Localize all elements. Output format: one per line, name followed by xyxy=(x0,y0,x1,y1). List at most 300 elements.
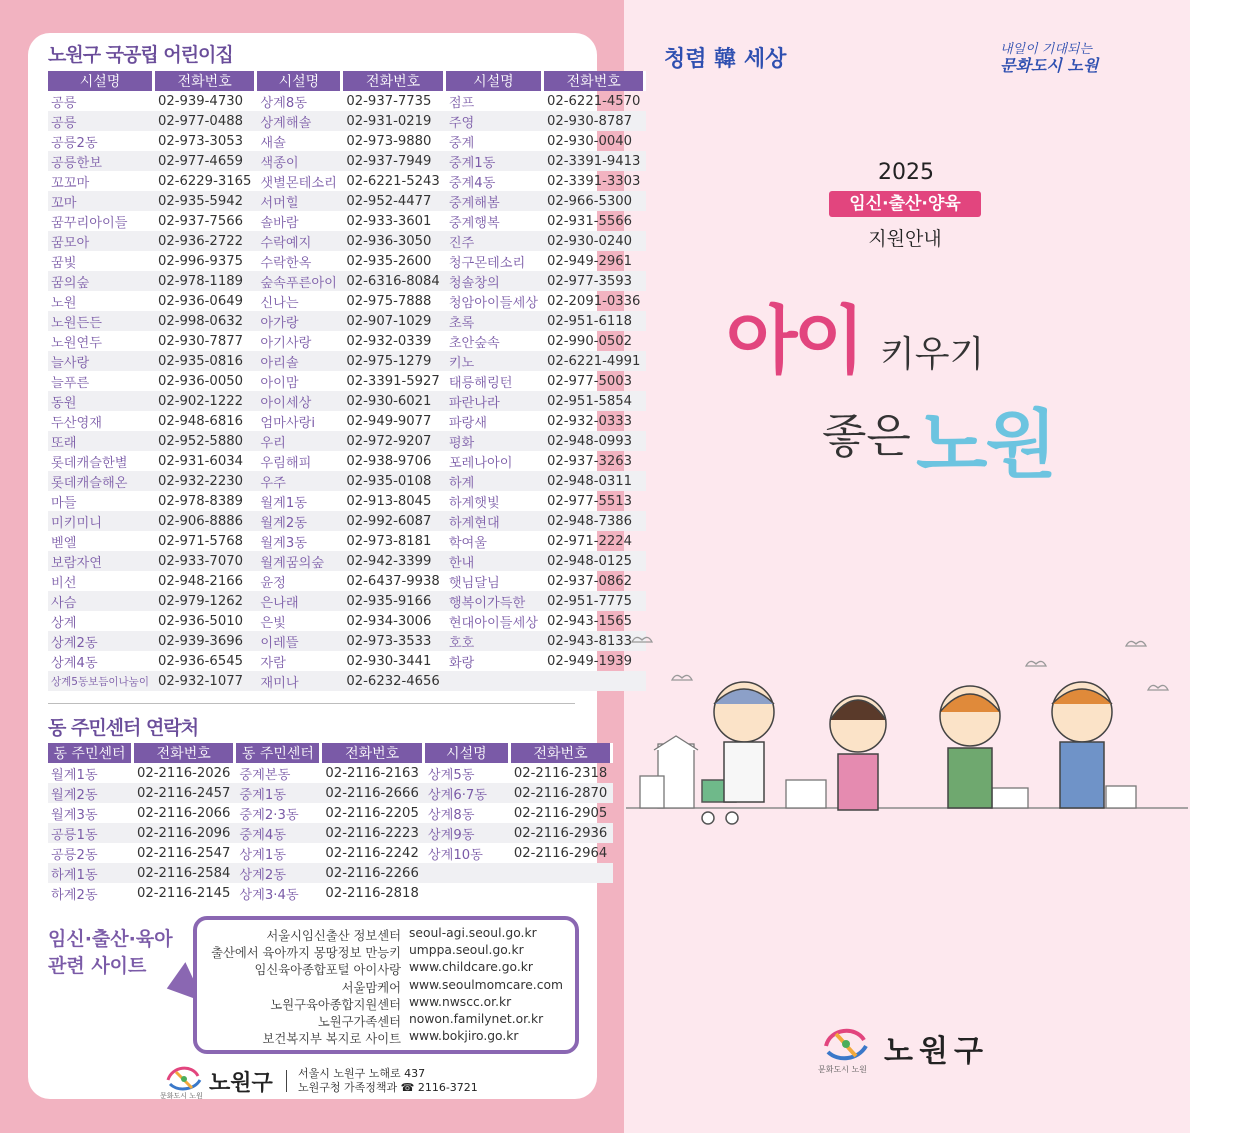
phone-number: 02-937-7735 xyxy=(346,93,432,109)
facility-name: 상계8동 xyxy=(260,95,307,111)
section-divider xyxy=(48,703,575,704)
site-url[interactable]: www.childcare.go.kr xyxy=(409,960,533,975)
phone-number: 02-951-7775 xyxy=(544,591,646,611)
center-table xyxy=(48,743,613,903)
facility-name: 월계2동 xyxy=(257,511,343,531)
phone-number: 02-973-9880 xyxy=(346,133,432,149)
site-url[interactable]: umppa.seoul.go.kr xyxy=(409,943,524,958)
facility-name: 상계6·7동 xyxy=(425,783,511,803)
facility-name: 상계2동 xyxy=(48,631,155,651)
facility-name: 꿈모아 xyxy=(48,231,155,251)
facility-name: 포레나아이 xyxy=(448,455,513,471)
site-row xyxy=(197,1029,575,1046)
daycare-table xyxy=(48,71,646,691)
facility-name: 중계행복 xyxy=(448,215,500,231)
facility-name: 자람 xyxy=(260,655,286,671)
phone-number: 02-936-5010 xyxy=(157,613,243,629)
facility-name: 월계3동 xyxy=(260,535,307,551)
phone-number: 02-996-9375 xyxy=(157,253,243,269)
phone-number: 02-6316-8084 xyxy=(343,271,445,291)
facility-name: 초안숲속 xyxy=(448,335,500,351)
phone-number: 02-2116-2026 xyxy=(137,765,231,781)
phone-number: 02-973-3053 xyxy=(157,133,243,149)
table-row xyxy=(48,371,646,391)
phone-number: 02-966-5300 xyxy=(544,191,646,211)
facility-name: 청구몬테소리 xyxy=(448,255,526,271)
facility-name: 우림해피 xyxy=(260,455,312,471)
table-row xyxy=(48,803,613,823)
facility-name: 벧엘 xyxy=(51,535,77,551)
phone-number: 02-977-5513 xyxy=(547,493,633,509)
facility-name: 아리솔 xyxy=(257,351,343,371)
facility-name: 하계1동 xyxy=(48,863,134,883)
table-header: 시설명 xyxy=(257,71,343,91)
page-edge xyxy=(1190,0,1246,1133)
facility-name: 점프 xyxy=(448,95,475,111)
facility-name: 하계2동 xyxy=(51,887,98,903)
table-row xyxy=(48,823,613,843)
facility-name: 진주 xyxy=(446,231,544,251)
phone-number xyxy=(511,883,613,903)
table-row xyxy=(48,151,646,171)
phone-number: 02-948-0993 xyxy=(544,431,646,451)
footer-divider xyxy=(286,1070,287,1092)
phone-number: 02-977-4659 xyxy=(155,151,257,171)
footer-address xyxy=(298,1067,478,1095)
facility-name: 미키미니 xyxy=(48,511,155,531)
facility-name: 꿈꾸리아이들 xyxy=(51,215,128,231)
table-row xyxy=(48,251,646,271)
table-row xyxy=(48,843,613,863)
phone-number: 02-2116-2163 xyxy=(325,765,419,781)
phone-number: 02-931-0219 xyxy=(343,111,445,131)
footer-address-line2: 노원구청 가족정책과 ☎ 2116-3721 xyxy=(298,1081,478,1094)
facility-name: 공릉2동 xyxy=(51,135,98,151)
phone-number: 02-998-0632 xyxy=(155,311,257,331)
site-row xyxy=(197,978,575,995)
site-row xyxy=(197,943,575,960)
facility-name: 청솔창의 xyxy=(446,271,544,291)
phone-number: 02-934-3006 xyxy=(346,613,432,629)
facility-name: 상계3·4동 xyxy=(239,887,299,903)
phone-number: 02-977-3593 xyxy=(544,271,646,291)
phone-number: 02-2091-0336 xyxy=(547,293,641,309)
facility-name: 상계 xyxy=(51,615,77,631)
footer-logo-text: 문화도시 노원 xyxy=(160,1092,203,1100)
phone-number: 02-3391-3303 xyxy=(547,173,641,189)
phone-number: 02-978-1189 xyxy=(155,271,257,291)
facility-name: 수락예지 xyxy=(257,231,343,251)
table-row xyxy=(48,571,646,591)
facility-name: 두산영재 xyxy=(51,415,102,431)
phone-number: 02-948-0311 xyxy=(544,471,646,491)
table-header: 전화번호 xyxy=(343,71,445,91)
facility-name: 호호 xyxy=(446,631,544,651)
phone-number: 02-907-1029 xyxy=(343,311,445,331)
phone-number: 02-2116-2318 xyxy=(513,765,608,781)
phone-number: 02-2116-2066 xyxy=(137,805,231,821)
table-header: 시설명 xyxy=(446,71,544,91)
phone-number: 02-937-3263 xyxy=(547,453,633,469)
facility-name: 상계10동 xyxy=(427,847,483,863)
facility-name: 롯데캐슬해온 xyxy=(48,471,155,491)
phone-number: 02-913-8045 xyxy=(346,493,432,509)
facility-name: 중계1동 xyxy=(236,783,322,803)
footer-name: 노원구 xyxy=(209,1071,273,1096)
site-row xyxy=(197,960,575,977)
topic-pill: 임신·출산·양육 xyxy=(829,191,981,217)
phone-number: 02-931-6034 xyxy=(157,453,243,469)
site-name: 임신육아종합포털 아이사랑 xyxy=(254,963,401,978)
facility-name: 파란나라 xyxy=(446,391,544,411)
facility-name: 상계5동 xyxy=(427,767,475,783)
phone-number: 02-2116-2457 xyxy=(134,783,236,803)
headline-nowon: 노원 xyxy=(916,402,1055,488)
center-title: 동 주민센터 연락처 xyxy=(48,717,199,739)
facility-name: 하계 xyxy=(446,471,544,491)
table-row xyxy=(48,231,646,251)
facility-name xyxy=(446,671,544,691)
table-row xyxy=(48,171,646,191)
phone-number: 02-932-2230 xyxy=(155,471,257,491)
table-header: 동 주민센터 xyxy=(236,743,322,763)
facility-name: 화랑 xyxy=(448,655,475,671)
facility-name: 숲속푸른아이 xyxy=(257,271,343,291)
phone-number: 02-952-4477 xyxy=(343,191,445,211)
facility-name: 아가랑 xyxy=(257,311,343,331)
facility-name: 월계꿈의숲 xyxy=(257,551,343,571)
facility-name: 새솔 xyxy=(260,135,286,151)
table-header: 전화번호 xyxy=(155,71,257,91)
phone-number: 02-990-0502 xyxy=(547,333,633,349)
phone-number: 02-930-0240 xyxy=(544,231,646,251)
site-row xyxy=(197,1012,575,1029)
table-row xyxy=(48,311,646,331)
phone-number: 02-2116-2096 xyxy=(134,823,236,843)
phone-number: 02-3391-5927 xyxy=(346,373,440,389)
phone-number: 02-902-1222 xyxy=(155,391,257,411)
facility-name: 초록 xyxy=(446,311,544,331)
facility-name: 우주 xyxy=(257,471,343,491)
daycare-title: 노원구 국공립 어린이집 xyxy=(48,44,233,66)
table-row xyxy=(48,111,646,131)
site-url[interactable]: www.bokjiro.go.kr xyxy=(409,1029,519,1044)
phone-number: 02-2116-2547 xyxy=(137,845,231,861)
slogan-culture xyxy=(1000,42,1098,74)
site-name: 보건복지부 복지로 사이트 xyxy=(262,1032,401,1047)
facility-name xyxy=(425,883,511,903)
phone-number xyxy=(511,863,613,883)
table-row xyxy=(48,131,646,151)
facility-name: 아이세상 xyxy=(257,391,343,411)
phone-number: 02-936-0050 xyxy=(157,373,243,389)
phone-number: 02-2116-2584 xyxy=(134,863,236,883)
table-row xyxy=(48,191,646,211)
facility-name: 상계해솔 xyxy=(257,111,343,131)
facility-name: 보람자연 xyxy=(48,551,155,571)
phone-number: 02-973-3533 xyxy=(343,631,445,651)
phone-number: 02-936-0649 xyxy=(157,293,243,309)
facility-name: 월계3동 xyxy=(51,807,98,823)
facility-name: 아기사랑 xyxy=(260,335,312,351)
phone-number: 02-937-0862 xyxy=(547,573,633,589)
facility-name: 윤정 xyxy=(260,575,286,591)
phone-number: 02-2116-2870 xyxy=(511,783,613,803)
facility-name: 상계1동 xyxy=(239,847,287,863)
table-row xyxy=(48,551,646,571)
phone-number: 02-978-8389 xyxy=(157,493,243,509)
facility-name: 상계5동보듬이나눔이 xyxy=(48,671,155,691)
table-row xyxy=(48,511,646,531)
phone-number: 02-949-9077 xyxy=(346,413,432,429)
phone-number: 02-933-3601 xyxy=(346,213,432,229)
facility-name: 마들 xyxy=(51,495,77,511)
facility-name: 중계본동 xyxy=(239,767,291,783)
facility-name: 꼬마 xyxy=(48,191,155,211)
phone-number: 02-977-0488 xyxy=(155,111,257,131)
phone-number: 02-931-5566 xyxy=(547,213,633,229)
table-row xyxy=(48,451,646,471)
phone-number: 02-2116-2223 xyxy=(322,823,424,843)
site-row xyxy=(197,995,575,1012)
facility-name: 늘사랑 xyxy=(48,351,155,371)
phone-number: 02-935-9166 xyxy=(343,591,445,611)
phone-number: 02-972-9207 xyxy=(343,431,445,451)
site-url[interactable]: nowon.familynet.or.kr xyxy=(409,1011,544,1026)
footer-address-line1: 서울시 노원구 노해로 437 xyxy=(298,1067,426,1080)
facility-name: 평화 xyxy=(446,431,544,451)
table-row xyxy=(48,631,646,651)
table-row xyxy=(48,391,646,411)
brand-logo-icon xyxy=(818,1022,874,1070)
site-row xyxy=(197,926,575,943)
phone-number: 02-971-2224 xyxy=(547,533,633,549)
table-row xyxy=(48,591,646,611)
phone-number: 02-6221-4570 xyxy=(547,93,641,109)
facility-name: 상계2동 xyxy=(236,863,322,883)
sites-box xyxy=(193,916,579,1054)
facility-name: 늘푸른 xyxy=(51,375,90,391)
table-header: 전화번호 xyxy=(322,743,424,763)
site-url[interactable]: www.nwscc.or.kr xyxy=(409,994,512,1009)
phone-number: 02-6221-4991 xyxy=(544,351,646,371)
facility-name: 중계1동 xyxy=(446,151,544,171)
slogan-culture-line2: 문화도시 노원 xyxy=(1000,56,1099,75)
facility-name: 사슴 xyxy=(48,591,155,611)
facility-name: 공릉1동 xyxy=(48,823,134,843)
phone-number: 02-977-5003 xyxy=(547,373,633,389)
facility-name: 하계햇빛 xyxy=(448,495,500,511)
facility-name: 중계 xyxy=(448,135,475,151)
table-header: 시설명 xyxy=(425,743,511,763)
facility-name: 월계1동 xyxy=(51,767,98,783)
table-header: 전화번호 xyxy=(544,71,646,91)
phone-number: 02-6229-3165 xyxy=(157,173,252,189)
table-header: 전화번호 xyxy=(134,743,236,763)
facility-name: 이레뜰 xyxy=(257,631,343,651)
year: 2025 xyxy=(878,160,934,185)
facility-name: 행복이가득한 xyxy=(446,591,544,611)
phone-number: 02-930-8787 xyxy=(544,111,646,131)
facility-name: 서머힐 xyxy=(257,191,343,211)
facility-name: 수락한옥 xyxy=(260,255,312,271)
site-name: 노원구육아종합지원센터 xyxy=(270,997,401,1012)
phone-number: 02-935-0108 xyxy=(343,471,445,491)
facility-name: 꿈빛 xyxy=(51,255,77,271)
site-url[interactable]: www.seoulmomcare.com xyxy=(409,977,563,992)
phone-number: 02-2116-2818 xyxy=(325,885,419,901)
facility-name: 꼬꼬마 xyxy=(51,175,90,191)
table-row xyxy=(48,291,646,311)
table-row xyxy=(48,763,613,783)
facility-name: 파랑새 xyxy=(448,415,488,431)
slogan-integrity: 청렴 韓 세상 xyxy=(664,47,787,72)
facility-name: 한내 xyxy=(446,551,544,571)
table-header: 동 주민센터 xyxy=(48,743,134,763)
phone-number: 02-932-0333 xyxy=(547,413,633,429)
phone-number: 02-973-8181 xyxy=(346,533,432,549)
facility-name: 중계4동 xyxy=(448,175,496,191)
table-row xyxy=(48,211,646,231)
site-name: 서울시임신출산 정보센터 xyxy=(266,929,401,943)
phone-number: 02-6232-4656 xyxy=(343,671,445,691)
brand-logo-text: 문화도시 노원 xyxy=(818,1065,867,1074)
slogan-culture-line1: 내일이 기대되는 xyxy=(1000,42,1093,57)
facility-name: 청암아이들세상 xyxy=(448,295,538,311)
table-row xyxy=(48,671,646,691)
phone-number: 02-948-2166 xyxy=(157,573,243,589)
phone-number: 02-2116-2964 xyxy=(513,845,608,861)
facility-name: 중계해봄 xyxy=(446,191,544,211)
headline-raising: 키우기 xyxy=(880,334,985,375)
facility-name: 샛별몬테소리 xyxy=(260,175,337,191)
facility-name: 엄마사랑i xyxy=(260,415,316,431)
facility-name: 공릉한보 xyxy=(48,151,155,171)
phone-number: 02-943-1565 xyxy=(547,613,633,629)
phone-number: 02-935-2600 xyxy=(346,253,432,269)
facility-name: 월계1동 xyxy=(260,495,307,511)
phone-number: 02-939-4730 xyxy=(157,93,243,109)
table-row xyxy=(48,331,646,351)
table-row xyxy=(48,91,646,111)
phone-number: 02-936-6545 xyxy=(157,653,243,669)
phone-number: 02-3391-9413 xyxy=(544,151,646,171)
headline-child: 아이 xyxy=(726,298,861,384)
phone-number: 02-937-7949 xyxy=(343,151,445,171)
facility-name: 노원 xyxy=(51,295,77,311)
facility-name: 재미나 xyxy=(257,671,343,691)
phone-number: 02-932-0339 xyxy=(346,333,432,349)
phone-number: 02-949-2961 xyxy=(547,253,633,269)
phone-number: 02-2116-2666 xyxy=(322,783,424,803)
phone-number: 02-2116-2205 xyxy=(325,805,419,821)
table-header: 전화번호 xyxy=(511,743,613,763)
phone-number: 02-906-8886 xyxy=(155,511,257,531)
phone-number: 02-930-7877 xyxy=(157,333,243,349)
phone-number: 02-933-7070 xyxy=(155,551,257,571)
facility-name: 동원 xyxy=(48,391,155,411)
site-name: 노원구가족센터 xyxy=(317,1014,401,1029)
facility-name: 공릉2동 xyxy=(51,847,98,863)
facility-name: 하계현대 xyxy=(446,511,544,531)
phone-number: 02-948-7386 xyxy=(544,511,646,531)
facility-name: 신나는 xyxy=(260,295,299,311)
facility-name: 학여울 xyxy=(448,535,488,551)
phone-number: 02-975-7888 xyxy=(346,293,432,309)
table-row xyxy=(48,351,646,371)
facility-name: 또래 xyxy=(48,431,155,451)
guide-label: 지원안내 xyxy=(868,228,942,250)
phone-number: 02-979-1262 xyxy=(155,591,257,611)
phone-number: 02-949-1939 xyxy=(547,653,633,669)
phone-number: 02-948-6816 xyxy=(157,413,243,429)
facility-name: 주영 xyxy=(446,111,544,131)
phone-number: 02-932-1077 xyxy=(155,671,257,691)
sites-title: 임신·출산·육아 관련 사이트 xyxy=(48,928,173,977)
phone-number: 02-951-5854 xyxy=(544,391,646,411)
table-row xyxy=(48,431,646,451)
phone-number: 02-936-2722 xyxy=(155,231,257,251)
phone-number: 02-2116-2936 xyxy=(511,823,613,843)
facility-name: 햇님달님 xyxy=(448,575,500,591)
facility-name: 공릉 xyxy=(51,95,77,111)
site-name: 서울맘케어 xyxy=(341,980,401,995)
family-illustration-icon xyxy=(626,630,1188,840)
facility-name: 현대아이들세상 xyxy=(448,615,538,631)
facility-name: 우리 xyxy=(257,431,343,451)
phone-number: 02-2116-2242 xyxy=(325,845,419,861)
phone-number: 02-952-5880 xyxy=(155,431,257,451)
table-row xyxy=(48,651,646,671)
table-row xyxy=(48,863,613,883)
phone-number: 02-2116-2266 xyxy=(322,863,424,883)
phone-number: 02-930-6021 xyxy=(343,391,445,411)
phone-number: 02-936-3050 xyxy=(343,231,445,251)
site-name: 출산에서 육아까지 몽땅정보 만능키 xyxy=(211,946,401,961)
brand-name: 노원구 xyxy=(884,1034,989,1069)
phone-number: 02-951-6118 xyxy=(544,311,646,331)
table-row xyxy=(48,531,646,551)
phone-number: 02-6221-5243 xyxy=(346,173,440,189)
facility-name: 은빛 xyxy=(260,615,286,631)
phone-number: 02-930-0040 xyxy=(547,133,633,149)
facility-name: 롯데캐슬한별 xyxy=(51,455,128,471)
facility-name: 아이맘 xyxy=(260,375,299,391)
site-url[interactable]: seoul-agi.seoul.go.kr xyxy=(409,926,537,940)
table-row xyxy=(48,271,646,291)
headline-good: 좋은 xyxy=(822,409,911,463)
phone-number: 02-935-0816 xyxy=(155,351,257,371)
facility-name: 키노 xyxy=(446,351,544,371)
facility-name: 색종이 xyxy=(257,151,343,171)
phone-number: 02-935-5942 xyxy=(155,191,257,211)
facility-name: 공릉 xyxy=(48,111,155,131)
facility-name: 중계2·3동 xyxy=(239,807,299,823)
phone-number: 02-942-3399 xyxy=(343,551,445,571)
facility-name: 꿈의숲 xyxy=(48,271,155,291)
facility-name: 중계4동 xyxy=(236,823,322,843)
facility-name: 비선 xyxy=(51,575,77,591)
phone-number: 02-992-6087 xyxy=(343,511,445,531)
phone-number: 02-939-3696 xyxy=(155,631,257,651)
phone-number: 02-948-0125 xyxy=(544,551,646,571)
facility-name: 월계2동 xyxy=(48,783,134,803)
facility-name: 태릉해링턴 xyxy=(448,375,513,391)
facility-name: 상계9동 xyxy=(425,823,511,843)
table-row xyxy=(48,471,646,491)
table-header: 시설명 xyxy=(48,71,155,91)
facility-name: 솔바람 xyxy=(260,215,299,231)
